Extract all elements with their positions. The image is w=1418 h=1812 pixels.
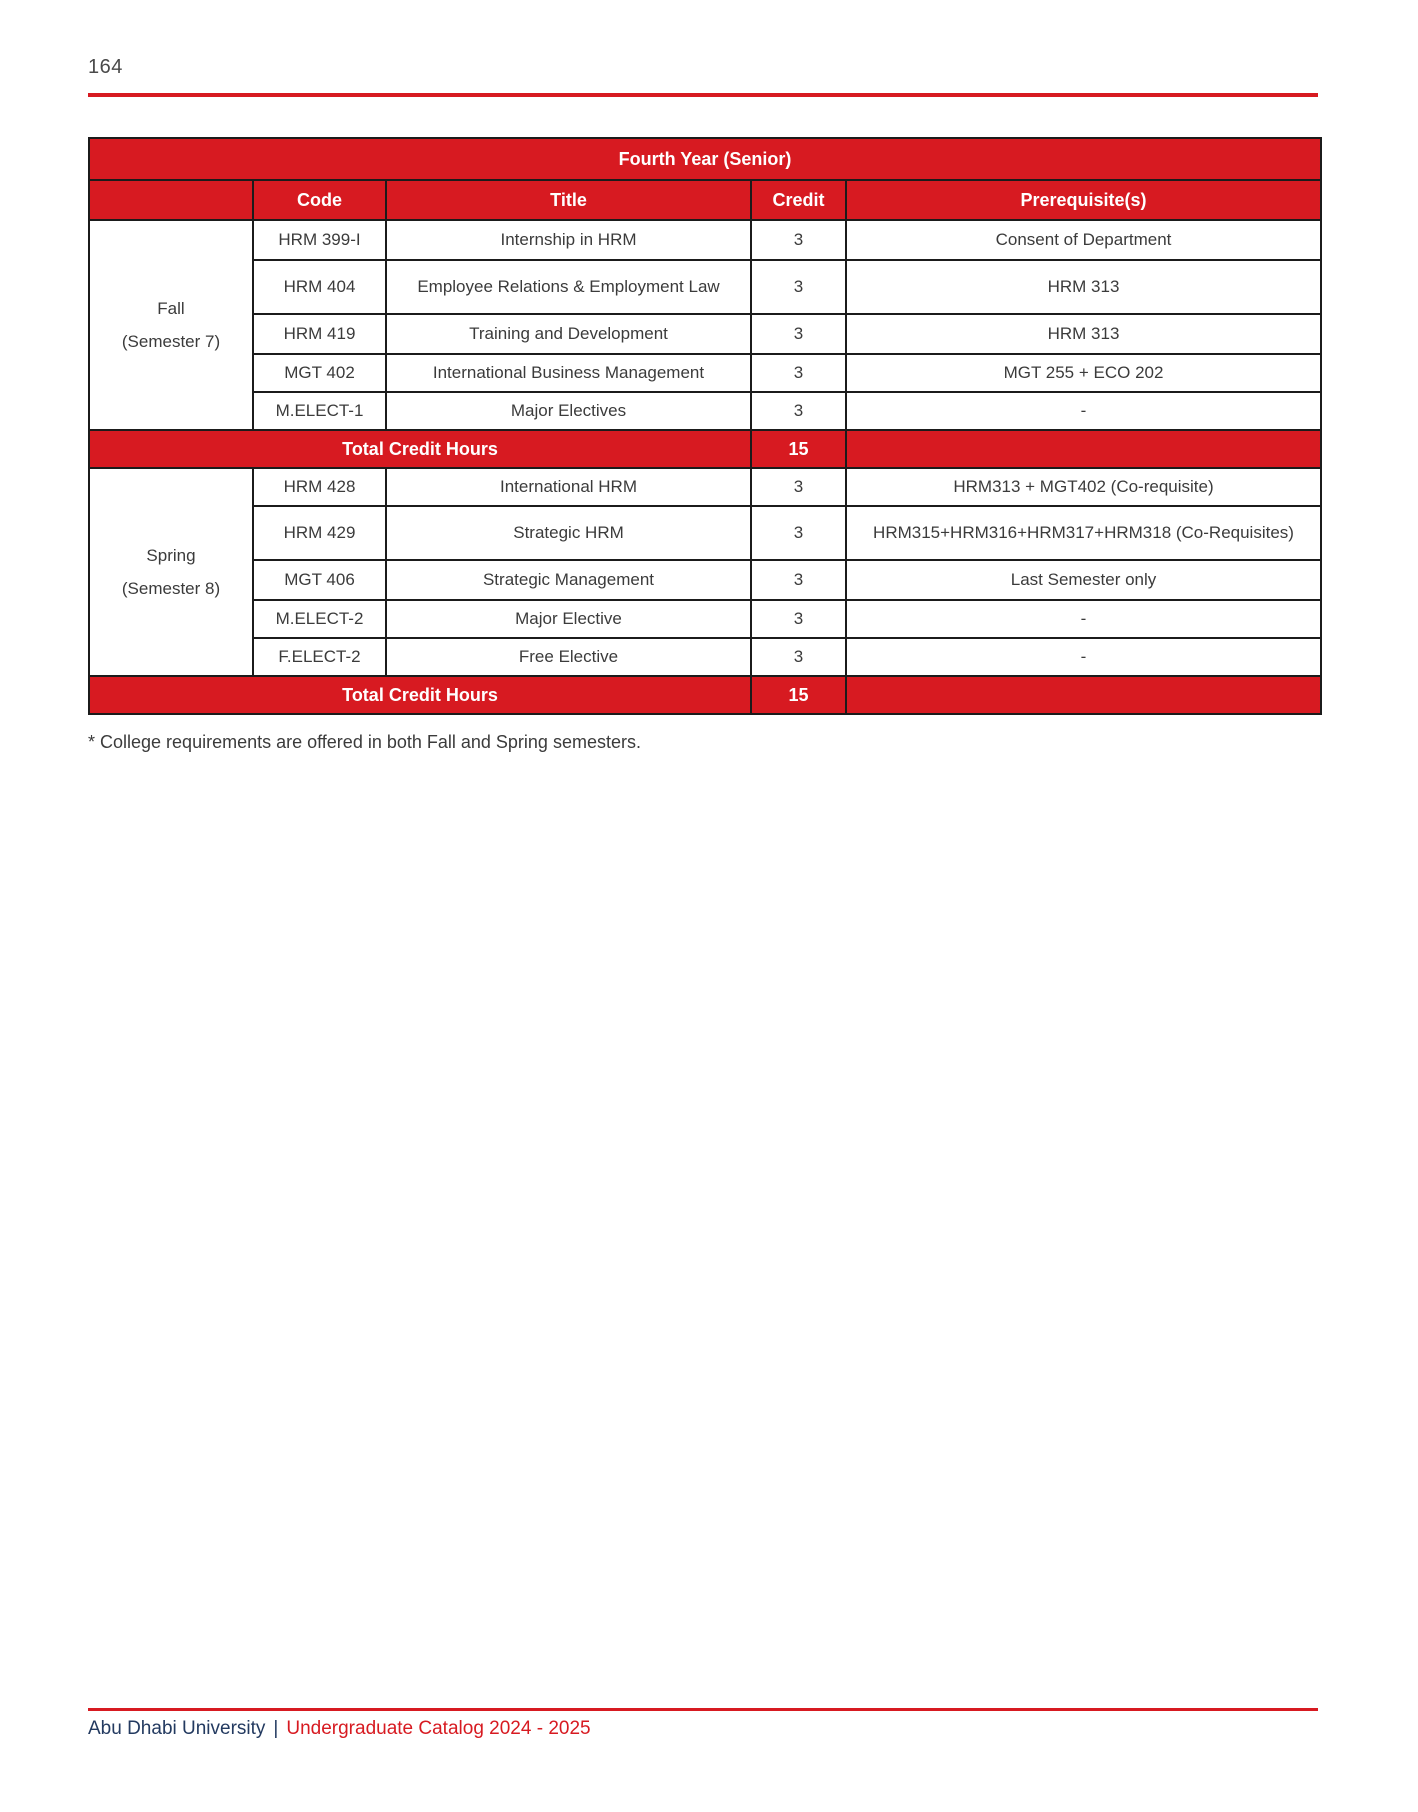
code-cell: HRM 399-I bbox=[253, 220, 386, 260]
column-header-title: Title bbox=[386, 180, 751, 220]
column-header-credit: Credit bbox=[751, 180, 846, 220]
code-cell: MGT 406 bbox=[253, 560, 386, 600]
table-header-row bbox=[89, 180, 1321, 220]
title-cell: Strategic HRM bbox=[386, 506, 751, 560]
table-row bbox=[89, 314, 1321, 354]
code-cell: M.ELECT-2 bbox=[253, 600, 386, 638]
column-header-semester bbox=[89, 180, 253, 220]
code-cell: HRM 428 bbox=[253, 468, 386, 506]
semester-number: (Semester 7) bbox=[121, 332, 221, 351]
credit-cell: 3 bbox=[751, 260, 846, 314]
title-cell: International HRM bbox=[386, 468, 751, 506]
title-cell: Training and Development bbox=[386, 314, 751, 354]
table-row bbox=[89, 220, 1321, 260]
prerequisite-cell: MGT 255 + ECO 202 bbox=[846, 354, 1321, 392]
code-cell: HRM 429 bbox=[253, 506, 386, 560]
semester-number: (Semester 8) bbox=[121, 579, 221, 598]
credit-cell: 3 bbox=[751, 354, 846, 392]
total-credits-value: 15 bbox=[751, 430, 846, 468]
prerequisite-cell: HRM315+HRM316+HRM317+HRM318 (Co-Requisites) bbox=[846, 506, 1321, 560]
code-cell: M.ELECT-1 bbox=[253, 392, 386, 430]
credit-cell: 3 bbox=[751, 220, 846, 260]
prerequisite-cell: Last Semester only bbox=[846, 560, 1321, 600]
footer-institution: Abu Dhabi University bbox=[88, 1718, 266, 1739]
column-header-code: Code bbox=[253, 180, 386, 220]
title-cell: Major Electives bbox=[386, 392, 751, 430]
top-rule-divider bbox=[88, 93, 1318, 97]
credit-cell: 3 bbox=[751, 638, 846, 676]
title-cell: Free Elective bbox=[386, 638, 751, 676]
prerequisite-cell: - bbox=[846, 600, 1321, 638]
code-cell: HRM 404 bbox=[253, 260, 386, 314]
title-cell: Employee Relations & Employment Law bbox=[386, 260, 751, 314]
footer-separator: | bbox=[273, 1718, 279, 1739]
total-credits-value: 15 bbox=[751, 676, 846, 714]
table-row bbox=[89, 560, 1321, 600]
total-row-empty-cell bbox=[846, 676, 1321, 714]
credit-cell: 3 bbox=[751, 468, 846, 506]
semester-cell-spring bbox=[89, 468, 253, 676]
title-cell: International Business Management bbox=[386, 354, 751, 392]
title-cell: Strategic Management bbox=[386, 560, 751, 600]
code-cell: HRM 419 bbox=[253, 314, 386, 354]
footer-rule-divider bbox=[88, 1708, 1318, 1711]
table-row bbox=[89, 354, 1321, 392]
table-row bbox=[89, 506, 1321, 560]
semester-name: Fall bbox=[157, 298, 185, 318]
code-cell: F.ELECT-2 bbox=[253, 638, 386, 676]
title-cell: Major Elective bbox=[386, 600, 751, 638]
total-label: Total Credit Hours bbox=[89, 676, 751, 714]
semester-cell-fall bbox=[89, 220, 253, 430]
page-footer bbox=[88, 1718, 591, 1740]
course-plan-table bbox=[88, 137, 1322, 715]
code-cell: MGT 402 bbox=[253, 354, 386, 392]
table-row bbox=[89, 392, 1321, 430]
credit-cell: 3 bbox=[751, 560, 846, 600]
column-header-prerequisites: Prerequisite(s) bbox=[846, 180, 1321, 220]
total-row-empty-cell bbox=[846, 430, 1321, 468]
footer-catalog: Undergraduate Catalog 2024 - 2025 bbox=[286, 1718, 591, 1739]
total-credit-hours-row bbox=[89, 676, 1321, 714]
table-row bbox=[89, 468, 1321, 506]
total-label: Total Credit Hours bbox=[89, 430, 751, 468]
prerequisite-cell: - bbox=[846, 392, 1321, 430]
table-title: Fourth Year (Senior) bbox=[89, 138, 1321, 180]
credit-cell: 3 bbox=[751, 600, 846, 638]
semester-name: Spring bbox=[146, 545, 196, 565]
total-credit-hours-row bbox=[89, 430, 1321, 468]
page-number: 164 bbox=[88, 56, 123, 78]
title-cell: Internship in HRM bbox=[386, 220, 751, 260]
footnote: * College requirements are offered in both Fall and Spring semesters. bbox=[88, 732, 641, 752]
table-title-row bbox=[89, 138, 1321, 180]
prerequisite-cell: HRM 313 bbox=[846, 314, 1321, 354]
table-row bbox=[89, 600, 1321, 638]
prerequisite-cell: - bbox=[846, 638, 1321, 676]
credit-cell: 3 bbox=[751, 392, 846, 430]
table-row bbox=[89, 638, 1321, 676]
credit-cell: 3 bbox=[751, 506, 846, 560]
credit-cell: 3 bbox=[751, 314, 846, 354]
table-row bbox=[89, 260, 1321, 314]
prerequisite-cell: HRM 313 bbox=[846, 260, 1321, 314]
prerequisite-cell: Consent of Department bbox=[846, 220, 1321, 260]
prerequisite-cell: HRM313 + MGT402 (Co-requisite) bbox=[846, 468, 1321, 506]
